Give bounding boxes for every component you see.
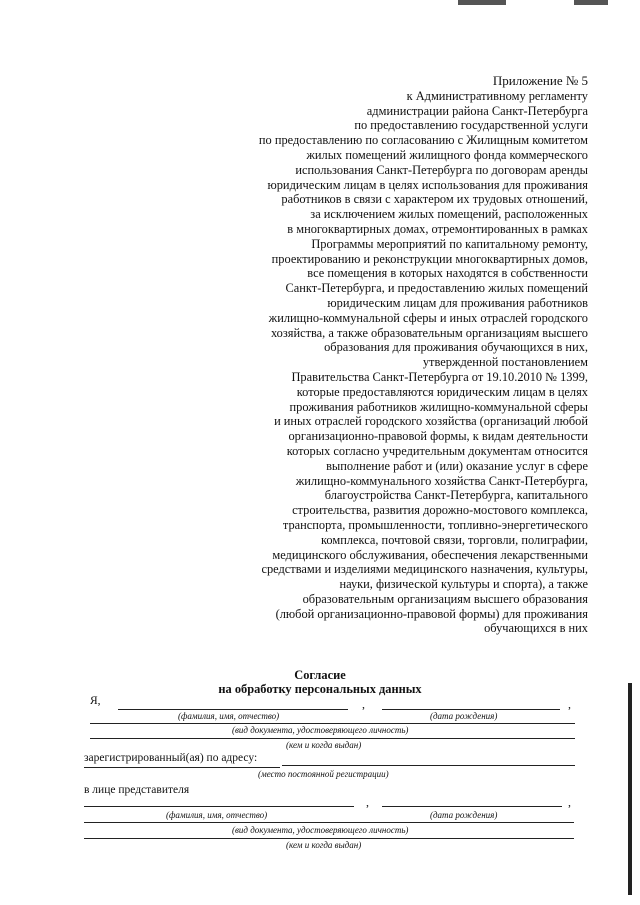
appendix-line: (любой организационно-правовой формы) для проживания — [275, 606, 588, 621]
appendix-line: и иных отраслей городского хозяйства (организаций любой — [274, 414, 588, 429]
scan-top-marks — [0, 0, 640, 8]
comma: , — [568, 697, 571, 711]
consent-subtitle: на обработку персональных данных — [218, 682, 422, 696]
representative-document-field[interactable] — [84, 822, 574, 823]
appendix-line: благоустройства Санкт-Петербурга, капитального — [324, 488, 588, 503]
appendix-line: средствами и изделиями медицинского назначения, культуры, — [261, 562, 588, 577]
appendix-line: медицинского обслуживания, обеспечения лекарственными — [272, 547, 588, 562]
appendix-line: проживания работников жилищно-коммунальной сферы — [289, 399, 588, 414]
document-type-field[interactable] — [90, 723, 575, 724]
appendix-line: администрации района Санкт-Петербурга — [366, 103, 588, 118]
appendix-line: строительства, развития дорожно-мостового комплекса, — [292, 503, 588, 518]
appendix-line: которые предоставляются юридическим лицам в целях — [296, 384, 588, 399]
representative-issued-field[interactable] — [84, 838, 574, 839]
comma: , — [568, 795, 571, 809]
appendix-line: жилищно-коммунального хозяйства Санкт-Петербурга, — [295, 473, 588, 488]
consent-title: Согласие — [294, 668, 346, 682]
appendix-line: науки, физической культуры и спорта), а также — [339, 577, 588, 592]
appendix-line: образования для проживания обучающихся в них, — [324, 340, 588, 355]
appendix-line: организационно-правовой формы, к видам деятельности — [288, 429, 588, 444]
representative-fio-field[interactable] — [84, 806, 354, 807]
address-field-underline — [84, 767, 280, 768]
representative-label: в лице представителя — [84, 784, 190, 796]
registered-address-label: зарегистрированный(ая) по адресу: — [84, 752, 258, 764]
caption-issued-by: (кем и когда выдан) — [286, 740, 362, 750]
caption-representative-document: (вид документа, удостоверяющего личность) — [232, 825, 409, 835]
appendix-line: юридическим лицам для проживания работников — [327, 295, 588, 310]
ya-label: Я, — [90, 695, 101, 707]
caption-fio: (фамилия, имя, отчество) — [178, 711, 280, 721]
caption-representative-birth: (дата рождения) — [430, 810, 498, 820]
representative-birth-field[interactable] — [382, 806, 562, 807]
appendix-line: обучающихся в них — [484, 621, 588, 636]
appendix-line: хозяйства, а также образовательным организациям высшего — [270, 325, 588, 340]
appendix-line: жилищно-коммунальной сферы и иных отраслей городского — [268, 310, 588, 325]
appendix-line: в многоквартирных домах, отремонтированных в рамках — [287, 221, 588, 236]
appendix-line: выполнение работ и (или) оказание услуг в сфере — [326, 458, 588, 473]
appendix-line: утвержденной постановлением — [422, 355, 588, 370]
appendix-line: комплекса, почтовой связи, торговли, полиграфии, — [321, 532, 588, 547]
scan-edge-bar — [628, 683, 632, 895]
appendix-line: работников в связи с характером их трудовых отношений, — [281, 192, 588, 207]
appendix-line: по предоставлению государственной услуги — [354, 118, 588, 133]
fio-field[interactable] — [118, 709, 348, 710]
appendix-line: к Административному регламенту — [406, 88, 588, 103]
appendix-line: жилых помещений жилищного фонда коммерческого — [306, 147, 588, 162]
scan-mark — [458, 0, 506, 5]
caption-address: (место постоянной регистрации) — [258, 769, 389, 779]
appendix-line: транспорта, промышленности, топливно-энергетического — [282, 517, 588, 532]
address-field[interactable] — [282, 765, 575, 766]
issued-by-field[interactable] — [90, 738, 575, 739]
comma: , — [362, 697, 365, 711]
appendix-heading: Приложение № 5 — [492, 73, 588, 88]
comma: , — [366, 795, 369, 809]
appendix-line: Правительства Санкт-Петербурга от 19.10.2010 № 1399, — [291, 369, 588, 384]
appendix-line: за исключением жилых помещений, расположенных — [310, 207, 588, 222]
appendix-line: все помещения в которых находятся в собственности — [307, 266, 588, 281]
scan-mark — [574, 0, 608, 5]
appendix-line: Программы мероприятий по капитальному ремонту, — [311, 236, 588, 251]
appendix-block — [208, 74, 588, 636]
appendix-line: использования Санкт-Петербурга по договорам аренды — [295, 162, 588, 177]
appendix-line: Санкт-Петербурга, и предоставлению жилых помещений — [285, 281, 588, 296]
appendix-line: проектированию и реконструкции многоквартирных домов, — [271, 251, 588, 266]
appendix-line: которых согласно учредительным документам относится — [286, 443, 588, 458]
appendix-line: образовательным организациям высшего образования — [302, 591, 588, 606]
caption-birth-date: (дата рождения) — [430, 711, 498, 721]
appendix-lines — [208, 89, 588, 636]
appendix-line: по предоставлению по согласованию с Жилищным комитетом — [258, 133, 588, 148]
appendix-line: юридическим лицам в целях использования для проживания — [267, 177, 588, 192]
caption-document-type: (вид документа, удостоверяющего личность) — [232, 725, 409, 735]
caption-representative-fio: (фамилия, имя, отчество) — [166, 810, 268, 820]
caption-representative-issued: (кем и когда выдан) — [286, 840, 362, 850]
birth-date-field[interactable] — [382, 709, 560, 710]
